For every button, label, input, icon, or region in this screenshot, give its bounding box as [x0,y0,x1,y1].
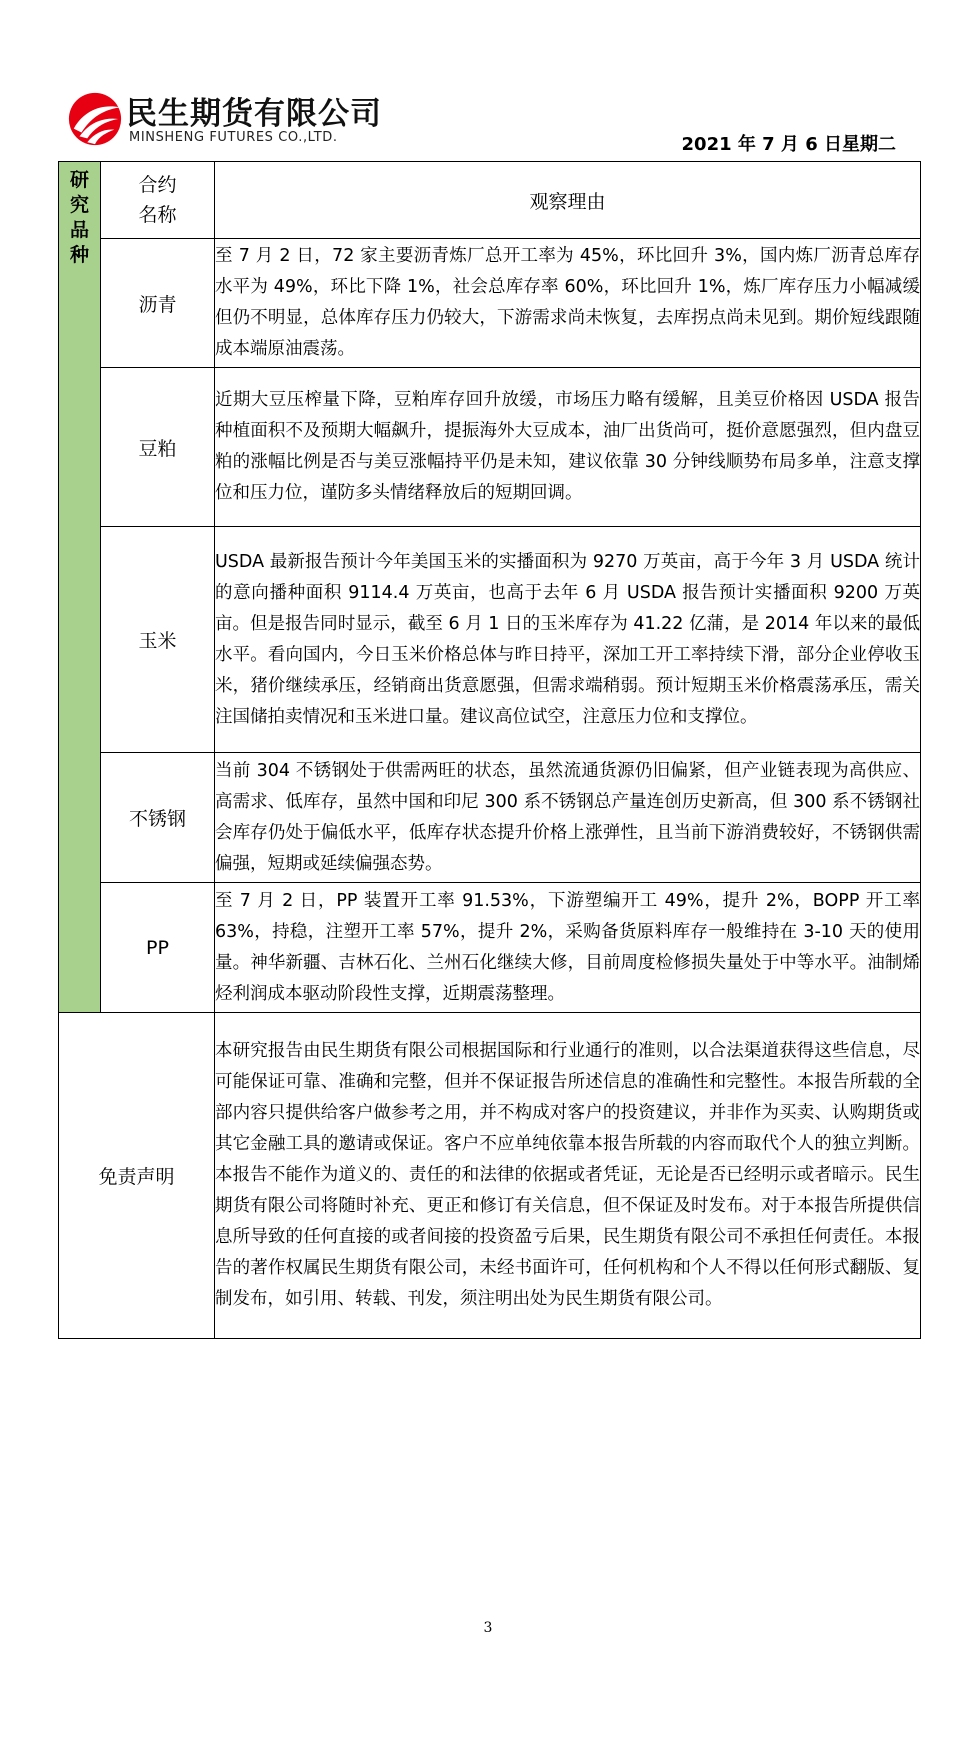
contract-name: 不锈钢 [101,753,215,883]
disclaimer-row [59,1013,921,1339]
minsheng-logo-icon [66,90,124,148]
table-row [59,368,921,527]
report-date: 2021 年 7 月 6 日星期二 [681,134,896,155]
page-header [0,0,976,160]
table-row [59,239,921,368]
contract-name: 沥青 [101,239,215,368]
observation-reason: USDA 最新报告预计今年美国玉米的实播面积为 9270 万英亩，高于今年 3 月 USDA 统计的意向播种面积 9114.4 万英亩，也高于去年 6 月 USDA 报告预计实播面积 9200 万英亩。但是报告同时显示，截至 6 月 1 日的玉米库存为 41.22 亿蒲，是 2014 年以来的最低水平。看向国内，今日玉米价格总体与昨日持平，深加工开工率持续下滑，部分企业停收玉米，猪价继续承压，经销商出货意愿强，但需求端稍弱。预计短期玉米价格震荡承压，需关注国储拍卖情况和玉米进口量。建议高位试空，注意压力位和支撑位。 [215,527,921,753]
contract-name: 豆粕 [101,368,215,527]
disclaimer-text: 本研究报告由民生期货有限公司根据国际和行业通行的准则，以合法渠道获得这些信息，尽可能保证可靠、准确和完整，但并不保证报告所述信息的准确性和完整性。本报告所载的全部内容只提供给客户做参考之用，并不构成对客户的投资建议，并非作为买卖、认购期货或其它金融工具的邀请或保证。客户不应单纯依靠本报告所载的内容而取代个人的独立判断。本报告不能作为道义的、责任的和法律的依据或者凭证，无论是否已经明示或者暗示。民生期货有限公司将随时补充、更正和修订有关信息，但不保证及时发布。对于本报告所提供信息所导致的任何直接的或者间接的投资盈亏后果，民生期货有限公司不承担任何责任。本报告的著作权属民生期货有限公司，未经书面许可，任何机构和个人不得以任何形式翻版、复制发布，如引用、转载、刊发，须注明出处为民生期货有限公司。 [215,1013,921,1339]
side-column [59,162,101,1013]
col-name-header: 合约名称 [101,162,215,239]
table-header-row [59,162,921,239]
side-label: 研究品种 [69,169,89,266]
observation-reason: 近期大豆压榨量下降，豆粕库存回升放缓，市场压力略有缓解，且美豆价格因 USDA 报告种植面积不及预期大幅飙升，提振海外大豆成本，油厂出货尚可，挺价意愿强烈，但内盘豆粕的涨幅比例是否与美豆涨幅持平仍是未知，建议依靠 30 分钟线顺势布局多单，注意支撑位和压力位，谨防多头情绪释放后的短期回调。 [215,368,921,527]
contract-name: 玉米 [101,527,215,753]
observation-reason: 至 7 月 2 日，PP 装置开工率 91.53%，下游塑编开工 49%，提升 2%，BOPP 开工率 63%，持稳，注塑开工率 57%，提升 2%，采购备货原料库存一般维持在 3-10 天的使用量。神华新疆、吉林石化、兰州石化继续大修，目前周度检修损失量处于中等水平。油制烯烃利润成本驱动阶段性支撑，近期震荡整理。 [215,883,921,1013]
research-table [58,161,921,1339]
table-row [59,753,921,883]
col-reason-header: 观察理由 [215,162,921,239]
disclaimer-label: 免责声明 [59,1013,215,1339]
observation-reason: 至 7 月 2 日，72 家主要沥青炼厂总开工率为 45%，环比回升 3%，国内炼厂沥青总库存水平为 49%，环比下降 1%，社会总库存率 60%，环比回升 1%，炼厂库存压力小幅减缓但仍不明显，总体库存压力仍较大，下游需求尚未恢复，去库拐点尚未见到。期价短线跟随成本端原油震荡。 [215,239,921,368]
company-logo [66,88,382,152]
observation-reason: 当前 304 不锈钢处于供需两旺的状态，虽然流通货源仍旧偏紧，但产业链表现为高供应、高需求、低库存，虽然中国和印尼 300 系不锈钢总产量连创历史新高，但 300 系不锈钢社会库存仍处于偏低水平，低库存状态提升价格上涨弹性，且当前下游消费较好，不锈钢供需偏强，短期或延续偏强态势。 [215,753,921,883]
table-row [59,883,921,1013]
company-name-en: MINSHENG FUTURES CO.,LTD. [129,130,338,145]
page-number: 3 [483,1620,493,1636]
table-row [59,527,921,753]
company-name: 民生期货有限公司 [126,96,382,132]
contract-name: PP [101,883,215,1013]
